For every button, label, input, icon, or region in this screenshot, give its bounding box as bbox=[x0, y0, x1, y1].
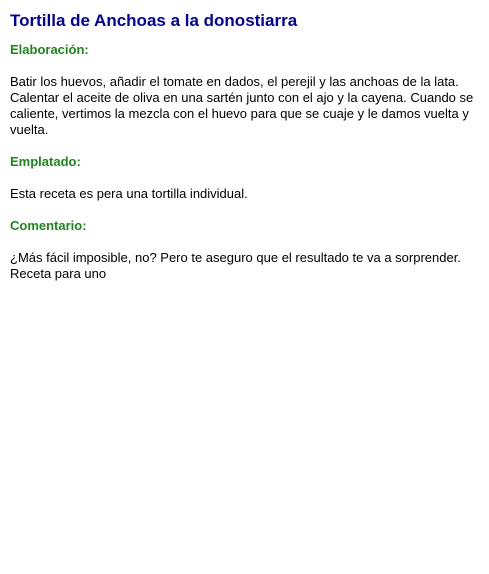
section-text-elaboracion: Batir los huevos, añadir el tomate en dados, el perejil y las anchoas de la lata. Calentar el aceite de oliva en una sartén junto con el ajo y la cayena. Cuando se caliente, vertimos la mezcla con el huevo para que se cuaje y le damos vuelta y vuelta. bbox=[10, 74, 474, 137]
page-title: Tortilla de Anchoas a la donostiarra bbox=[10, 11, 298, 30]
section-text-comentario: ¿Más fácil imposible, no? Pero te aseguro que el resultado te va a sorprender. Receta para uno bbox=[10, 250, 461, 281]
section-heading-elaboracion: Elaboración: bbox=[10, 42, 89, 57]
section-emplatado bbox=[10, 154, 475, 202]
section-elaboracion bbox=[10, 42, 475, 138]
section-comentario bbox=[10, 218, 475, 282]
section-heading-comentario: Comentario: bbox=[10, 218, 87, 233]
section-heading-emplatado: Emplatado: bbox=[10, 154, 81, 169]
section-text-emplatado: Esta receta es pera una tortilla individual. bbox=[10, 186, 248, 201]
